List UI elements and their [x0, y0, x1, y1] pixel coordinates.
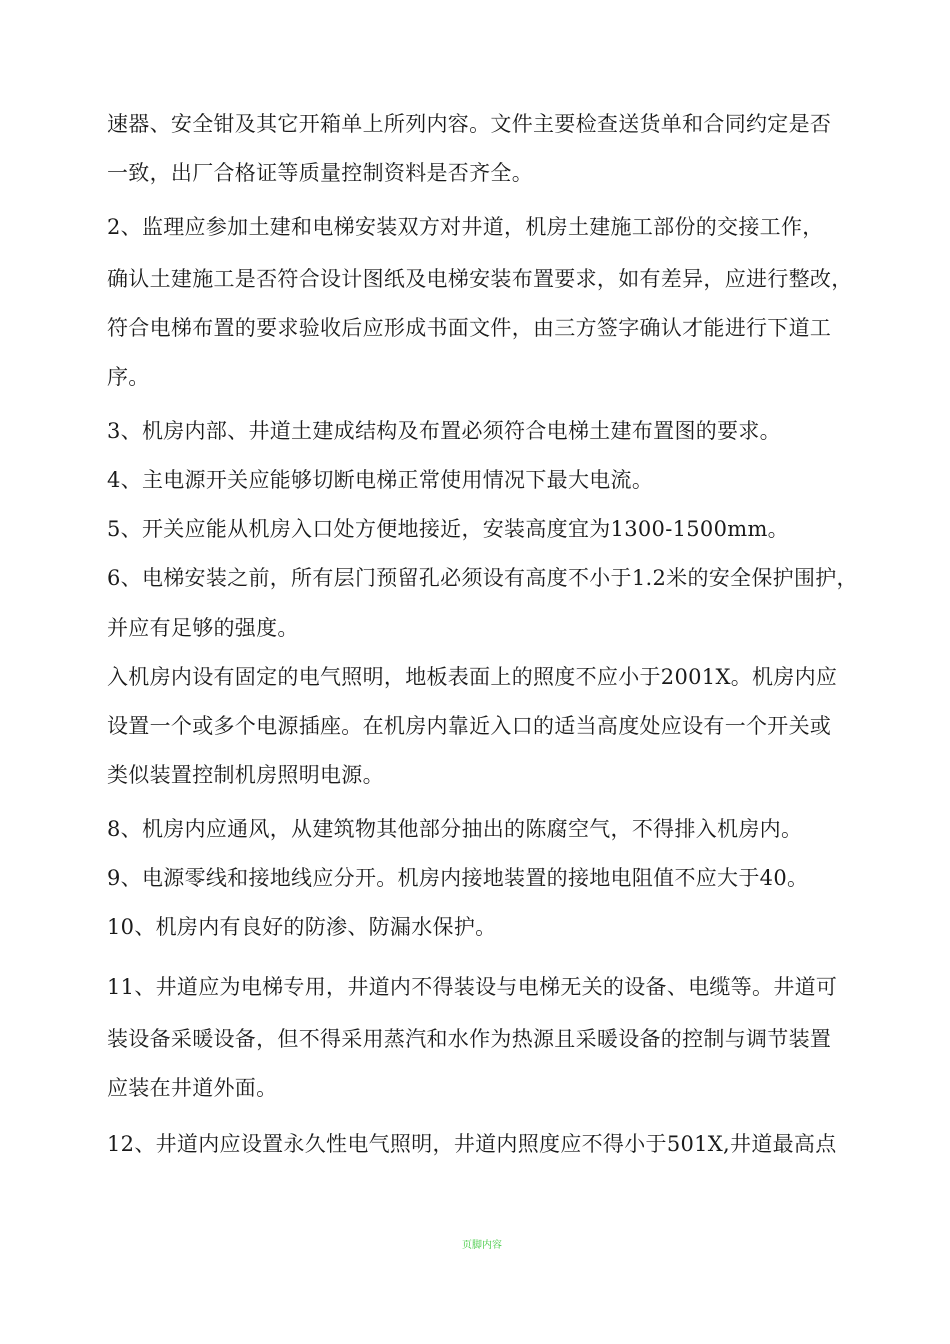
text-line: 4、主电源开关应能够切断电梯正常使用情况下最大电流。: [107, 468, 654, 492]
text-line: 11、井道应为电梯专用，井道内不得装设与电梯无关的设备、电缆等。井道可: [107, 975, 838, 999]
text-line: 10、机房内有良好的防渗、防漏水保护。: [107, 915, 497, 939]
text-line: 设置一个或多个电源插座。在机房内靠近入口的适当高度处应设有一个开关或: [107, 714, 832, 738]
text-line: 确认土建施工是否符合设计图纸及电梯安装布置要求，如有差异，应进行整改，: [107, 267, 853, 291]
text-line: 12、井道内应设置永久性电气照明，井道内照度应不得小于501X,井道最高点: [107, 1132, 837, 1156]
text-line: 速器、安全钳及其它开箱单上所列内容。文件主要检查送货单和合同约定是否: [107, 112, 832, 136]
text-line: 序。: [107, 365, 150, 389]
text-line: 装设备采暖设备，但不得采用蒸汽和水作为热源且采暖设备的控制与调节装置: [107, 1027, 832, 1051]
text-line: 并应有足够的强度。: [107, 616, 299, 640]
text-line: 应装在井道外面。: [107, 1076, 278, 1100]
page-footer: 页脚内容: [462, 1240, 502, 1251]
text-line: 一致，出厂合格证等质量控制资料是否齐全。: [107, 161, 533, 185]
text-line: 入机房内设有固定的电气照明，地板表面上的照度不应小于2001X。机房内应: [107, 665, 838, 689]
text-line: 6、电梯安装之前，所有层门预留孔必须设有高度不小于1.2米的安全保护围护，: [107, 566, 858, 590]
text-line: 5、开关应能从机房入口处方便地接近，安装高度宜为1300-1500mm。: [107, 517, 789, 541]
text-line: 3、机房内部、井道土建成结构及布置必须符合电梯土建布置图的要求。: [107, 419, 781, 443]
text-line: 9、电源零线和接地线应分开。机房内接地装置的接地电阻值不应大于40。: [107, 866, 809, 890]
text-line: 2、监理应参加土建和电梯安装双方对井道，机房土建施工部份的交接工作，: [107, 215, 824, 239]
text-line: 8、机房内应通风，从建筑物其他部分抽出的陈腐空气，不得排入机房内。: [107, 817, 803, 841]
text-line: 符合电梯布置的要求验收后应形成书面文件，由三方签字确认才能进行下道工: [107, 316, 832, 340]
text-line: 类似装置控制机房照明电源。: [107, 763, 384, 787]
